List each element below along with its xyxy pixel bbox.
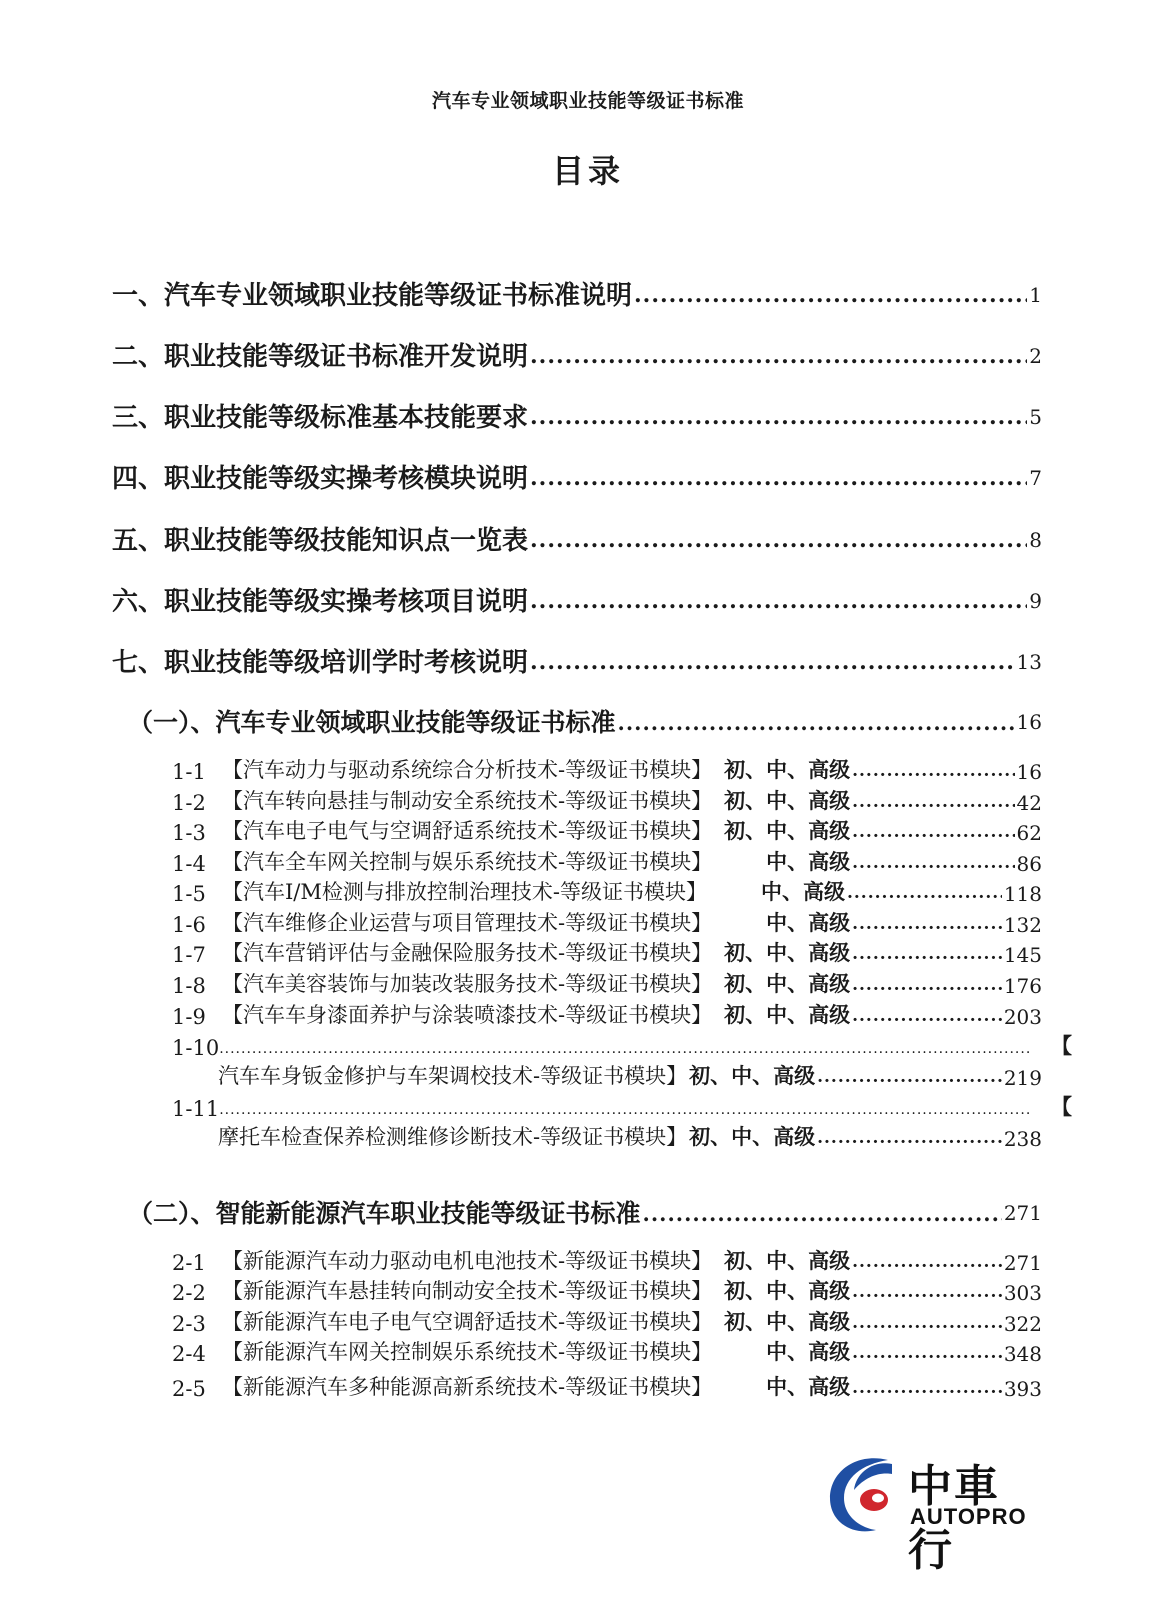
toc-module-1-5[interactable] — [172, 876, 1042, 906]
module-title: 【汽车维修企业运营与项目管理技术-等级证书模块】 — [222, 911, 713, 935]
module-title: 汽车车身钣金修护与车架调校技术-等级证书模块】 — [218, 1064, 688, 1088]
dot-leader — [618, 712, 1015, 739]
logo-swirl-icon — [826, 1450, 906, 1536]
module-number: 2-2 — [172, 1281, 206, 1305]
toc-module-1-8[interactable] — [172, 968, 1042, 998]
toc-module-1-1[interactable] — [172, 754, 1042, 784]
toc-page-number: 145 — [1003, 943, 1042, 967]
module-number: 2-5 — [172, 1377, 206, 1401]
toc-page-number: 271 — [1003, 1251, 1042, 1275]
module-title: 【新能源汽车网关控制娱乐系统技术-等级证书模块】 — [222, 1340, 713, 1364]
module-title: 【汽车车身漆面养护与涂装喷漆技术-等级证书模块】 — [222, 1003, 713, 1027]
module-title: 【汽车转向悬挂与制动安全系统技术-等级证书模块】 — [222, 789, 713, 813]
toc-page-number: 176 — [1003, 974, 1042, 998]
toc-page-number: 393 — [1003, 1377, 1042, 1401]
dot-leader — [852, 855, 1014, 876]
module-number: 1-1 — [172, 760, 206, 784]
module-levels: 初、中、高级 — [689, 1063, 816, 1088]
logo-name-en: AUTOPRO — [910, 1504, 1027, 1529]
module-number: 1-8 — [172, 974, 206, 998]
toc-module-2-1[interactable] — [172, 1245, 1042, 1275]
module-levels: 初、中、高级 — [724, 1248, 851, 1273]
dot-leader — [530, 345, 1027, 373]
toc-chapter-6[interactable] — [112, 578, 1042, 618]
module-title: 【新能源汽车电子电气空调舒适技术-等级证书模块】 — [222, 1310, 713, 1334]
toc-chapter-1[interactable] — [112, 272, 1042, 312]
module-title: 【新能源汽车动力驱动电机电池技术-等级证书模块】 — [222, 1249, 713, 1273]
toc-module-2-4[interactable] — [172, 1336, 1042, 1366]
module-number: 1-6 — [172, 913, 206, 937]
dot-leader — [852, 1380, 1002, 1401]
dot-leader — [852, 1284, 1002, 1305]
toc-chapter-5[interactable] — [112, 517, 1042, 557]
page-title: 目录 — [551, 152, 624, 190]
dot-leader — [852, 977, 1002, 998]
toc-chapter-4[interactable] — [112, 455, 1042, 495]
toc-label: 七、职业技能等级培训学时考核说明 — [112, 648, 529, 678]
dot-leader — [530, 651, 1015, 679]
module-number: 1-11 — [172, 1097, 220, 1121]
module-title: 【新能源汽车多种能源高新系统技术-等级证书模块】 — [222, 1375, 713, 1399]
module-title: 【汽车全车网关控制与娱乐系统技术-等级证书模块】 — [222, 850, 713, 874]
toc-page-number: 62 — [1016, 821, 1042, 845]
module-levels: 初、中、高级 — [724, 757, 851, 782]
toc-module-2-2[interactable] — [172, 1275, 1042, 1305]
toc-module-1-4[interactable] — [172, 846, 1042, 876]
dot-leader — [852, 1345, 1002, 1366]
module-number: 1-9 — [172, 1005, 206, 1029]
toc-page-number: 322 — [1003, 1312, 1042, 1336]
toc-section-1[interactable] — [128, 701, 1042, 739]
module-levels: 初、中、高级 — [724, 940, 851, 965]
module-number: 2-3 — [172, 1312, 206, 1336]
module-levels: 中、高级 — [766, 910, 851, 935]
toc-module-1-10-number-line[interactable] — [172, 1032, 1072, 1060]
module-levels: 中、高级 — [766, 1374, 851, 1399]
running-header: 汽车专业领域职业技能等级证书标准 — [431, 90, 744, 112]
module-number: 1-7 — [172, 943, 206, 967]
module-levels: 初、中、高级 — [724, 1278, 851, 1303]
module-title: 【汽车电子电气与空调舒适系统技术-等级证书模块】 — [222, 819, 713, 843]
toc-page-number: 2 — [1029, 344, 1042, 368]
toc-page-number: 348 — [1003, 1342, 1042, 1366]
toc-label: 二、职业技能等级证书标准开发说明 — [112, 342, 529, 372]
dot-leader — [530, 467, 1027, 495]
toc-page-number: 219 — [1003, 1066, 1042, 1090]
module-levels: 初、中、高级 — [724, 818, 851, 843]
toc-module-1-6[interactable] — [172, 907, 1042, 937]
module-number: 1-2 — [172, 791, 206, 815]
toc-page-number: 16 — [1016, 710, 1042, 734]
toc-label: （一）、汽车专业领域职业技能等级证书标准 — [128, 708, 616, 737]
dot-leader — [817, 1130, 1002, 1151]
dot-leader — [530, 529, 1027, 557]
module-title: 摩托车检查保养检测维修诊断技术-等级证书模块】 — [218, 1125, 688, 1149]
module-number: 1-5 — [172, 882, 206, 906]
toc-page-number: 9 — [1029, 589, 1042, 613]
toc-page-number: 8 — [1029, 528, 1042, 552]
toc-module-2-5[interactable] — [172, 1371, 1042, 1401]
module-levels: 初、中、高级 — [724, 1002, 851, 1027]
toc-page-number: 118 — [1003, 882, 1042, 906]
module-number: 2-1 — [172, 1251, 206, 1275]
toc-page-number: 7 — [1029, 466, 1042, 490]
dot-leader — [219, 1041, 1031, 1060]
toc-page-number: 1 — [1029, 283, 1042, 307]
dot-leader — [852, 916, 1002, 937]
toc-page-number: 5 — [1029, 405, 1042, 429]
module-number: 2-4 — [172, 1342, 206, 1366]
module-levels: 初、中、高级 — [724, 788, 851, 813]
toc-section-2[interactable] — [128, 1192, 1042, 1230]
dot-leader — [530, 406, 1027, 434]
toc-module-1-10[interactable] — [218, 1060, 1042, 1090]
toc-label: 一、汽车专业领域职业技能等级证书标准说明 — [112, 281, 633, 311]
toc-page-number: 42 — [1016, 791, 1042, 815]
dot-leader — [852, 1254, 1002, 1275]
dot-leader — [852, 1008, 1002, 1029]
dot-leader — [852, 1315, 1002, 1336]
dot-leader — [219, 1102, 1031, 1121]
dot-leader — [530, 590, 1027, 618]
toc-label: （二）、智能新能源汽车职业技能等级证书标准 — [128, 1199, 641, 1228]
toc-page-number: 86 — [1016, 852, 1042, 876]
toc-page-number: 238 — [1003, 1127, 1042, 1151]
toc-page-number: 16 — [1016, 760, 1042, 784]
dot-leader — [852, 946, 1002, 967]
toc-label: 六、职业技能等级实操考核项目说明 — [112, 587, 529, 617]
module-levels: 初、中、高级 — [689, 1124, 816, 1149]
module-levels: 初、中、高级 — [724, 971, 851, 996]
toc-page-number: 203 — [1003, 1005, 1042, 1029]
dot-leader — [847, 885, 1002, 906]
module-number: 1-3 — [172, 821, 206, 845]
module-levels: 中、高级 — [766, 849, 851, 874]
module-title: 【新能源汽车悬挂转向制动安全技术-等级证书模块】 — [222, 1279, 713, 1303]
toc-label: 五、职业技能等级技能知识点一览表 — [112, 526, 529, 556]
toc-page-number: 271 — [1003, 1201, 1042, 1225]
open-bracket: 【 — [1051, 1094, 1072, 1119]
dot-leader — [634, 284, 1027, 312]
autopro-logo — [826, 1448, 1036, 1576]
toc-label: 三、职业技能等级标准基本技能要求 — [112, 403, 529, 433]
module-levels: 中、高级 — [760, 879, 845, 904]
toc-module-2-3[interactable] — [172, 1306, 1042, 1336]
dot-leader — [643, 1203, 1002, 1230]
open-bracket: 【 — [1051, 1033, 1072, 1058]
module-levels: 中、高级 — [766, 1339, 851, 1364]
module-title: 【汽车动力与驱动系统综合分析技术-等级证书模块】 — [222, 758, 713, 782]
toc-module-1-11[interactable] — [218, 1121, 1042, 1151]
module-title: 【汽车I/M检测与排放控制治理技术-等级证书模块】 — [222, 880, 707, 904]
toc-chapter-7[interactable] — [112, 639, 1042, 679]
module-number: 1-4 — [172, 852, 206, 876]
toc-chapter-2[interactable] — [112, 333, 1042, 373]
toc-module-1-2[interactable] — [172, 785, 1042, 815]
toc-module-1-9[interactable] — [172, 999, 1042, 1029]
module-title: 【汽车营销评估与金融保险服务技术-等级证书模块】 — [222, 941, 713, 965]
toc-page-number: 132 — [1003, 913, 1042, 937]
module-number: 1-10 — [172, 1036, 220, 1060]
toc-module-1-3[interactable] — [172, 815, 1042, 845]
dot-leader — [852, 794, 1014, 815]
logo-name-cn: 中車行 — [908, 1461, 1000, 1576]
toc-module-1-7[interactable] — [172, 937, 1042, 967]
module-levels: 初、中、高级 — [724, 1309, 851, 1334]
dot-leader — [817, 1069, 1002, 1090]
toc-page-number: 303 — [1003, 1281, 1042, 1305]
dot-leader — [852, 824, 1014, 845]
module-title: 【汽车美容装饰与加装改装服务技术-等级证书模块】 — [222, 972, 713, 996]
toc-module-1-11-number-line[interactable] — [172, 1093, 1072, 1121]
dot-leader — [852, 763, 1014, 784]
toc-label: 四、职业技能等级实操考核模块说明 — [112, 464, 529, 494]
toc-chapter-3[interactable] — [112, 394, 1042, 434]
toc-page-number: 13 — [1016, 650, 1042, 674]
